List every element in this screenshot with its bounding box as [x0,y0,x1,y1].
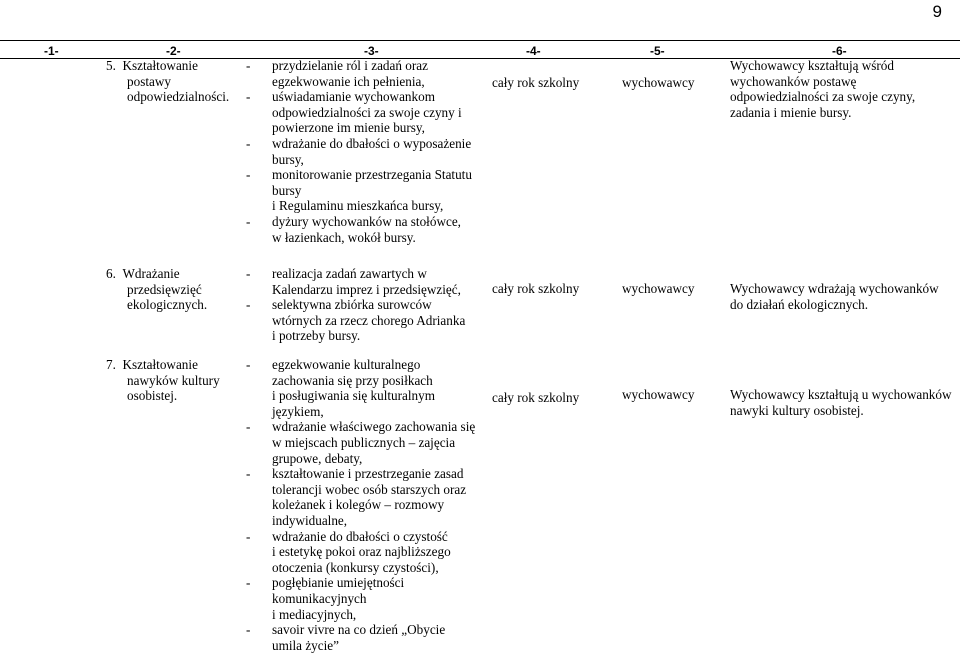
row-7-title-line-1: Kształtowanie [122,357,198,372]
row-6-title-line-2: przedsięwzięć [127,281,202,297]
row-7-title-line-3: osobistej. [127,388,178,404]
list-item: - monitorowanie przestrzegania Statutu bursy i Regulaminu mieszkańca bursy, [246,167,482,214]
row-7-effect: Wychowawcy kształtują u wychowanków nawyki kultury osobistej. [730,387,952,418]
column-header-4: -4- [526,44,541,58]
column-header-1: -1- [44,44,59,58]
row-6-term: cały rok szkolny [492,281,580,296]
row-5-title-line-1: Kształtowanie [122,58,198,73]
list-item: - dyżury wychowanków na stołówce, w łazienkach, wokół bursy. [246,214,482,245]
list-item: - selektywna zbiórka surowców wtórnych za rzecz chorego Adrianka i potrzeby bursy. [246,297,482,344]
row-6-title-line-3: ekologicznych. [127,297,208,313]
column-header-row [0,44,960,58]
row-6-title-line-1: Wdrażanie [122,266,180,281]
row-5-term: cały rok szkolny [492,75,580,90]
list-item: - wdrażanie właściwego zachowania się w miejscach publicznych – zajęcia grupowe, debaty, [246,419,482,466]
column-header-3: -3- [364,44,379,58]
row-6-responsible: wychowawcy [622,281,695,296]
row-5-effect: Wychowawcy kształtują wśród wychowanków postawę odpowiedzialności za swoje czyny, zadania i mienie bursy. [730,58,916,120]
row-7-number: 7. [106,357,116,372]
row-5-title-cell [106,58,236,105]
row-5-number: 5. [106,58,116,73]
list-item: - kształtowanie i przestrzeganie zasad tolerancji wobec osób starszych oraz koleżanek i kolegów – rozmowy indywidualne, [246,466,482,528]
row-6-task-list [246,266,482,344]
list-item: - savoir vivre na co dzień „Obycie umila życie” [246,622,482,653]
row-7-title-cell [106,357,236,404]
list-item: - realizacja zadań zawartych w Kalendarzu imprez i przedsięwzięć, [246,266,482,297]
list-item: - wdrażanie do dbałości o wyposażenie bursy, [246,136,482,167]
table-top-rule [0,40,960,41]
row-5-title-line-2: postawy [127,73,171,89]
row-5-title-line-3: odpowiedzialności. [127,89,230,105]
row-6-effect: Wychowawcy wdrażają wychowanków do działań ekologicznych. [730,281,939,312]
column-header-2: -2- [166,44,181,58]
list-item: - uświadamianie wychowankom odpowiedzialności za swoje czyny i powierzone im mienie bursy, [246,89,482,136]
row-7-title-line-2: nawyków kultury [127,372,220,388]
row-6-title-cell [106,266,236,313]
list-item: - egzekwowanie kulturalnego zachowania się przy posiłkach i posługiwania się kulturalnym językiem, [246,357,482,419]
column-header-5: -5- [650,44,665,58]
row-5-task-list [246,58,482,245]
list-item: - wdrażanie do dbałości o czystość i estetykę pokoi oraz najbliższego otoczenia (konkursy czystości), [246,529,482,576]
row-6-number: 6. [106,266,116,281]
page-number: 9 [932,2,942,21]
column-header-6: -6- [832,44,847,58]
row-7-responsible: wychowawcy [622,387,695,402]
row-5-responsible: wychowawcy [622,75,695,90]
list-item: - pogłębianie umiejętności komunikacyjnych i mediacyjnych, [246,575,482,622]
row-7-task-list [246,357,482,653]
row-7-term: cały rok szkolny [492,390,580,405]
list-item: - przydzielanie ról i zadań oraz egzekwowanie ich pełnienia, [246,58,482,89]
